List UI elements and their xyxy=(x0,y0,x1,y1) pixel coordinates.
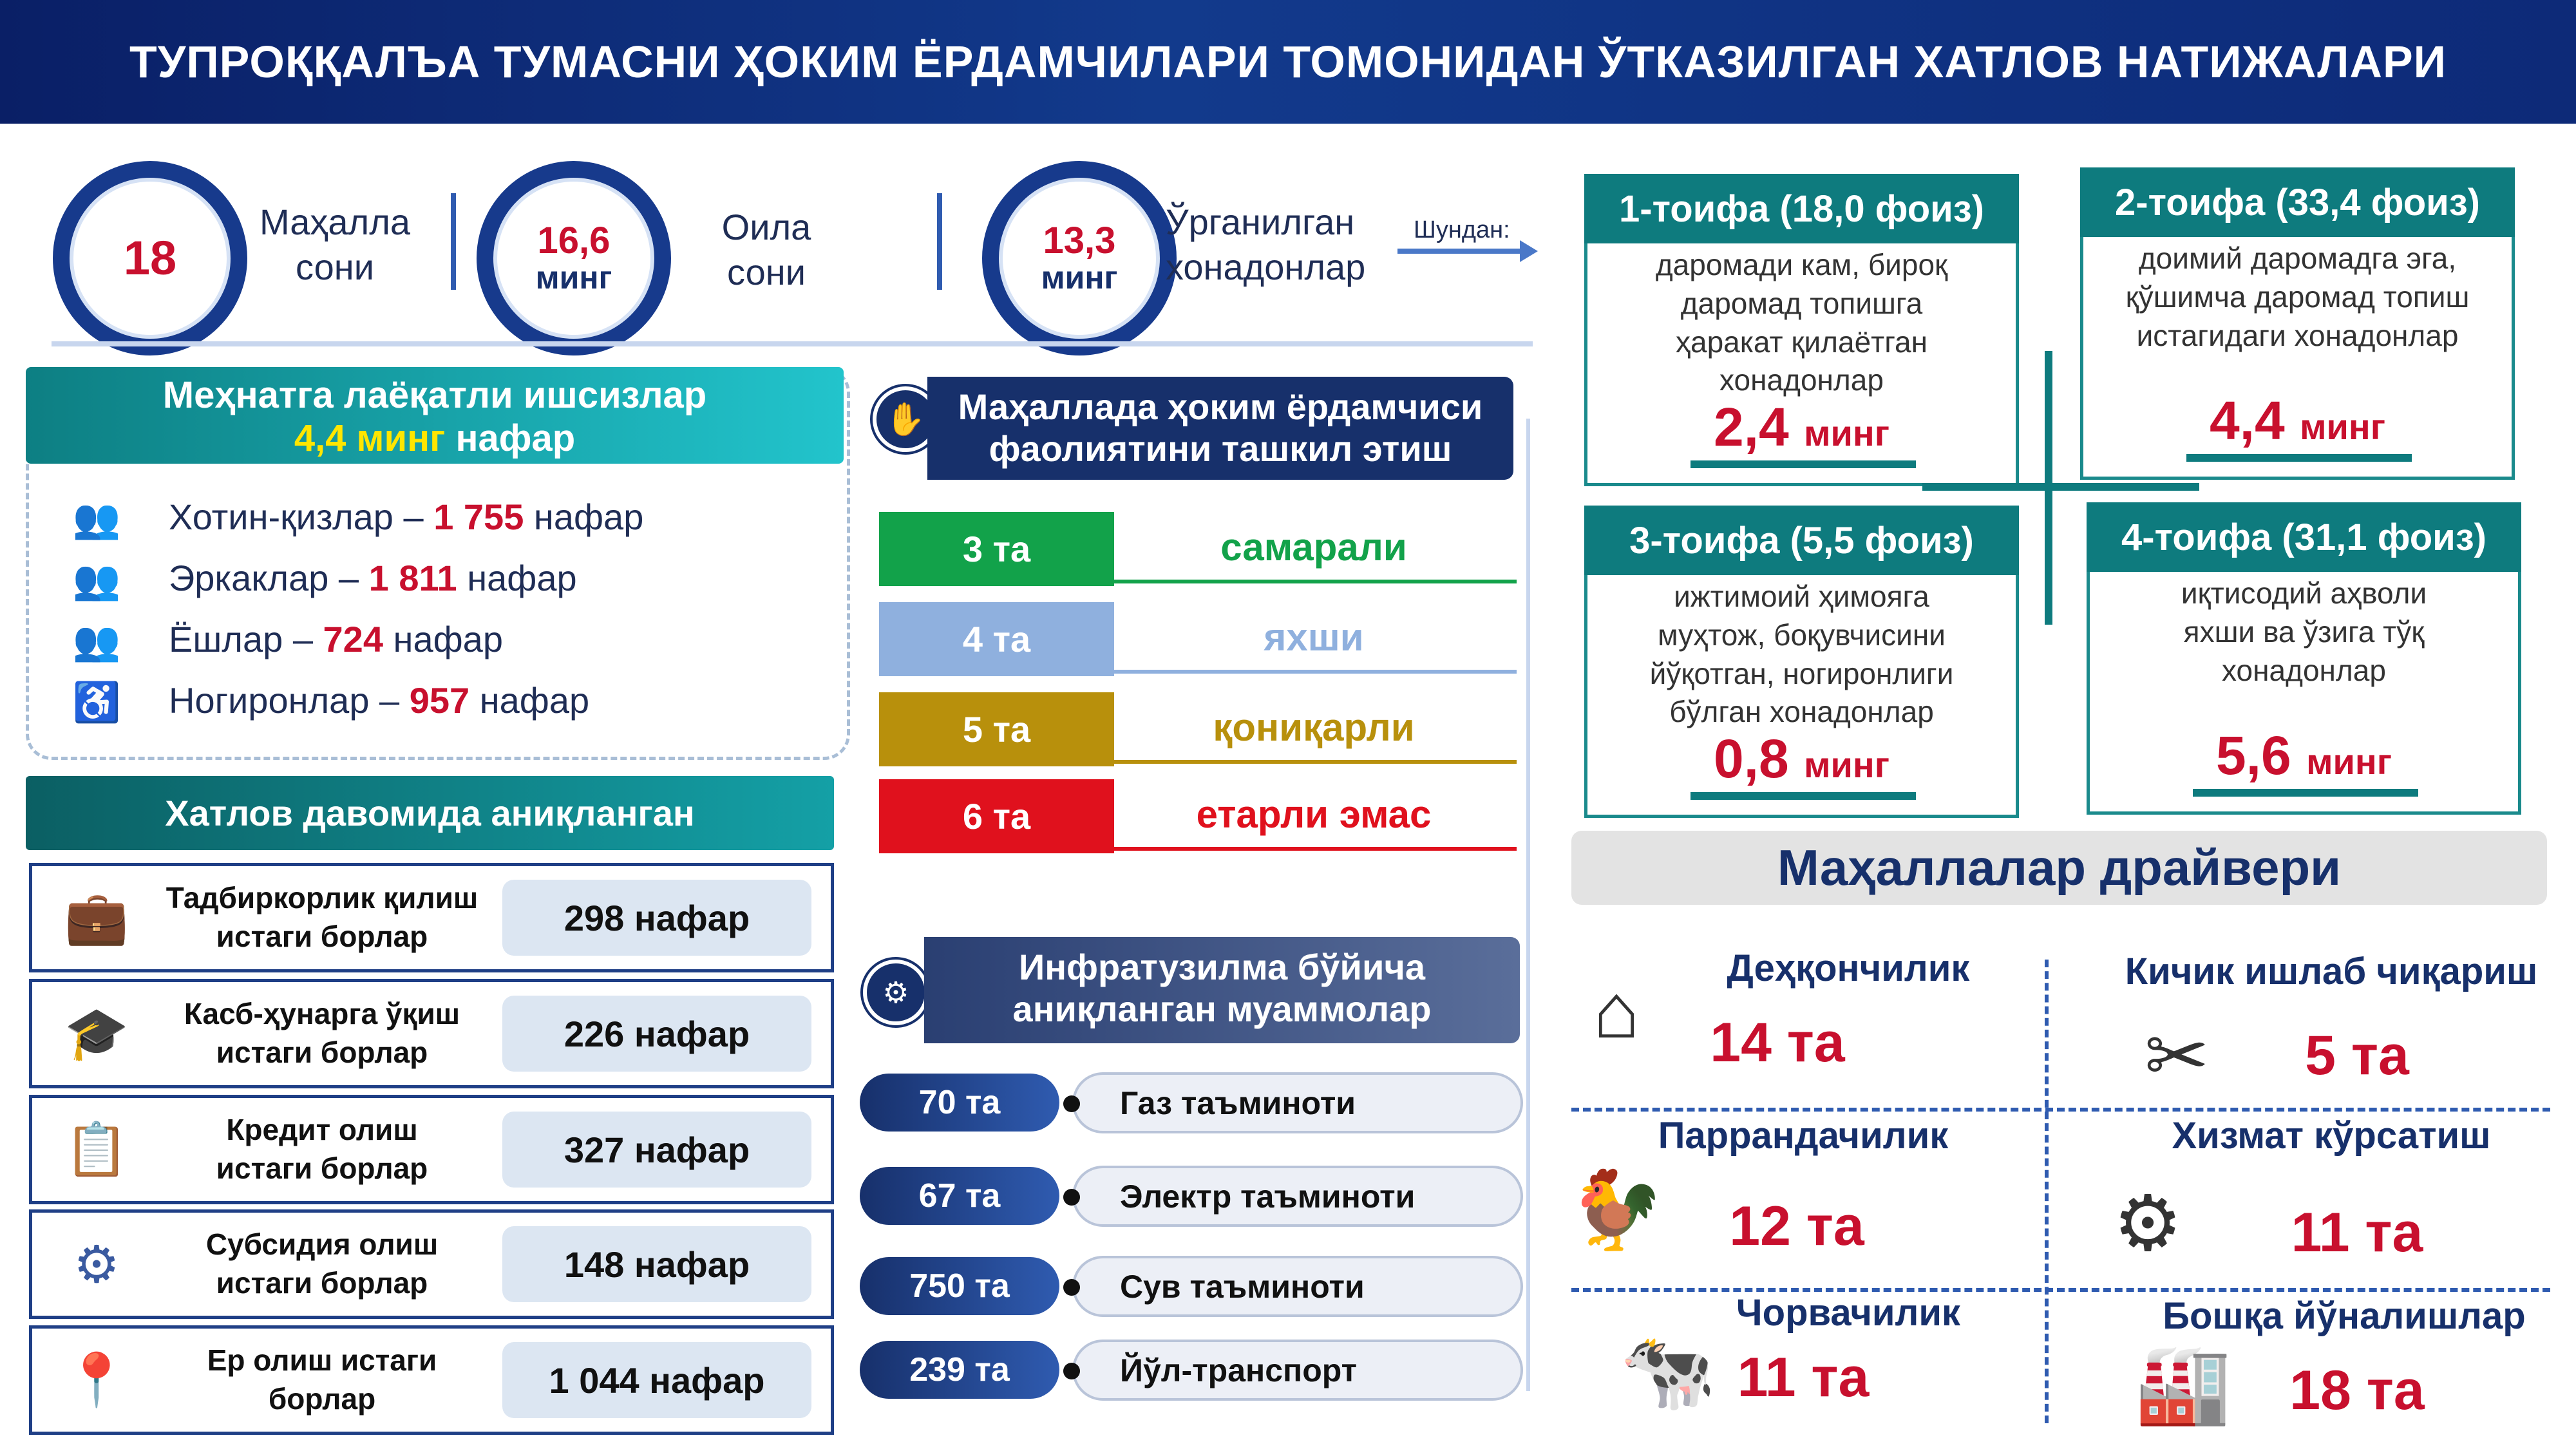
infra-issue-count-text: 70 та xyxy=(918,1084,1001,1121)
training-icon: 🎓 xyxy=(64,1005,129,1062)
top-divider xyxy=(52,341,1533,346)
driver-value xyxy=(2228,1201,2486,1265)
activity-count-block xyxy=(879,779,1114,853)
category-value-unit: минг xyxy=(2306,741,2392,782)
driver-value xyxy=(1649,1011,1906,1075)
unemployed-row-unit: нафар xyxy=(469,680,590,721)
identified-row-label-line2: истаги борлар xyxy=(216,1151,428,1185)
identified-row xyxy=(29,1095,834,1204)
activity-count: 5 та xyxy=(962,709,1031,750)
category-title-tab xyxy=(2080,167,2515,237)
unemployed-title: Меҳнатга лаёқатли ишсизлар xyxy=(162,374,707,416)
factory-robot-icon: 🏭 xyxy=(2135,1341,2231,1427)
activity-count-block xyxy=(879,602,1114,676)
handshake-icon: ✋ xyxy=(873,386,938,452)
identified-row-value xyxy=(502,1342,811,1418)
drivers-divider-h1 xyxy=(1571,1108,2550,1112)
category-value-number: 5,6 xyxy=(2215,725,2291,786)
identified-row-value xyxy=(502,996,811,1072)
category-underline xyxy=(2193,789,2418,797)
connector-dot xyxy=(1063,1095,1080,1112)
activity-rating-text: етарли эмас xyxy=(1196,793,1432,836)
households-count-label xyxy=(1166,200,1385,290)
activity-underline xyxy=(1114,580,1517,583)
families-count-value: 16,6 xyxy=(537,220,611,262)
identified-title-bar xyxy=(26,776,834,850)
category-description-line: хонадонлар xyxy=(1719,363,1884,397)
identified-row-label-line2: истаги борлар xyxy=(216,920,428,953)
driver-name xyxy=(1687,947,2009,990)
identified-row-label-line1: Субсидия олиш xyxy=(205,1227,439,1262)
infra-title-bar xyxy=(924,937,1520,1043)
identified-row-label xyxy=(161,1111,483,1188)
driver-value-text: 14 та xyxy=(1710,1012,1845,1074)
identified-row-value-text: 1 044 нафар xyxy=(549,1359,765,1401)
activity-underline xyxy=(1114,670,1517,674)
men-group-icon: 👥 xyxy=(72,558,121,601)
infrastructure-icon: ⚙ xyxy=(863,960,929,1025)
families-count-circle xyxy=(477,161,671,355)
credit-icon: 📋 xyxy=(64,1121,129,1178)
infra-issue-count xyxy=(860,1341,1059,1399)
driver-value-text: 5 та xyxy=(2305,1025,2409,1086)
chicken-icon: 🐓 xyxy=(1568,1167,1665,1253)
youth-group-icon: 👥 xyxy=(72,619,121,663)
identified-row-label-line2: истаги борлар xyxy=(216,1266,428,1300)
infra-issue-text: Газ таъминоти xyxy=(1120,1084,1356,1121)
category-description xyxy=(2087,574,2521,690)
identified-row-label-line2: истаги борлар xyxy=(216,1036,428,1069)
connector-dot xyxy=(1063,1279,1080,1296)
unemployed-row-label: Ногиронлар – xyxy=(169,680,410,721)
infra-issue-label xyxy=(1072,1072,1523,1133)
unemployed-total-value: 4,4 минг xyxy=(294,417,446,459)
infra-issue-text: Сув таъминоти xyxy=(1120,1268,1365,1305)
category-description xyxy=(2080,240,2515,355)
unemployed-row-value: 957 xyxy=(409,680,470,721)
drivers-title-bar xyxy=(1571,831,2547,905)
category-underline xyxy=(1690,460,1916,468)
driver-value-text: 11 та xyxy=(1737,1347,1870,1408)
infra-title-line2: аниқланган муаммолар xyxy=(1012,989,1432,1029)
driver-name-text: Чорвачилик xyxy=(1736,1292,1961,1334)
greenhouse-icon: ⌂ xyxy=(1593,968,1640,1054)
households-count-value: 13,3 xyxy=(1043,220,1116,262)
of-which-label: Шундан: xyxy=(1414,216,1510,243)
category-description-line: қўшимча даромад топиш xyxy=(2125,279,2470,314)
households-count-circle xyxy=(982,161,1177,355)
identified-row xyxy=(29,863,834,972)
identified-row-value-text: 226 нафар xyxy=(564,1013,750,1054)
identified-row-label xyxy=(161,995,483,1072)
driver-name-text: Хизмат кўрсатиш xyxy=(2172,1115,2491,1157)
category-description-line: ижтимоий ҳимояга xyxy=(1674,580,1929,613)
activity-count-block xyxy=(879,692,1114,766)
category-value xyxy=(1584,396,2019,459)
driver-name xyxy=(2106,950,2557,993)
infra-issue-count-text: 750 та xyxy=(909,1267,1010,1305)
activity-rating-label xyxy=(1114,792,1513,837)
category-description-line: муҳтож, боқувчисини xyxy=(1658,618,1946,652)
activity-rating-text: самарали xyxy=(1220,526,1407,569)
category-description-line: иқтисодий аҳволи xyxy=(2181,576,2427,610)
services-icon: ⚙ xyxy=(2113,1180,2183,1267)
category-description-line: яхши ва ўзига тўқ xyxy=(2183,614,2425,649)
activity-underline xyxy=(1114,760,1517,764)
unemployed-row-unit: нафар xyxy=(383,619,503,659)
unemployed-row-label: Ёшлар – xyxy=(169,619,323,659)
identified-row xyxy=(29,979,834,1088)
driver-value-text: 11 та xyxy=(2291,1202,2423,1264)
page-header xyxy=(0,0,2576,124)
column-divider xyxy=(1526,419,1530,1391)
unemployed-row-value: 1 755 xyxy=(433,497,524,537)
driver-name-text: Бошқа йўналишлар xyxy=(2163,1295,2526,1337)
stat-divider xyxy=(937,193,942,290)
identified-row-label-line1: Ер олиш истаги xyxy=(207,1343,437,1378)
activity-count-block xyxy=(879,512,1114,586)
driver-value xyxy=(1668,1195,1926,1258)
unemployed-row-value: 1 811 xyxy=(368,558,457,598)
drivers-title: Маҳаллалар драйвери xyxy=(1777,839,2342,896)
identified-row-value xyxy=(502,1226,811,1302)
women-group-icon: 👥 xyxy=(72,497,121,540)
infra-issue-count xyxy=(860,1074,1059,1132)
infra-issue-label xyxy=(1072,1166,1523,1227)
mahalla-count-label xyxy=(245,200,425,290)
identified-row-value-text: 327 нафар xyxy=(564,1129,750,1170)
category-description-line: даромад топишга xyxy=(1680,286,1923,320)
unemployed-row-label: Эркаклар – xyxy=(169,558,369,598)
category-description-line: истагидаги хонадонлар xyxy=(2136,318,2459,352)
activity-rating-label xyxy=(1114,525,1513,569)
households-label-line1: Ўрганилган xyxy=(1166,202,1355,242)
driver-name xyxy=(2106,1114,2557,1157)
driver-value-text: 12 та xyxy=(1729,1195,1864,1257)
category-description xyxy=(1584,246,2019,400)
families-count-label xyxy=(683,205,850,295)
mahalla-count-circle xyxy=(53,161,247,355)
infra-title-line1: Инфратузилма бўйича xyxy=(1018,947,1426,987)
identified-row-value xyxy=(502,880,811,956)
category-title: 1-тоифа (18,0 фоиз) xyxy=(1619,187,1984,230)
category-description-line: бўлган хонадонлар xyxy=(1669,695,1934,729)
infra-issue-text: Электр таъминоти xyxy=(1120,1178,1416,1215)
infra-issue-label xyxy=(1072,1256,1523,1317)
activity-rating-text: қониқарли xyxy=(1213,706,1415,749)
category-title: 3-тоифа (5,5 фоиз) xyxy=(1629,519,1974,562)
sewing-machine-icon: ✂ xyxy=(2144,1012,2210,1099)
activity-count: 3 та xyxy=(962,529,1031,569)
identified-row xyxy=(29,1325,834,1435)
unemployed-row xyxy=(169,496,813,538)
activity-title-line2: фаолиятини ташкил этиш xyxy=(989,428,1452,469)
identified-row-label xyxy=(161,879,483,956)
category-value xyxy=(2087,724,2521,787)
identified-row-label-line1: Касб-ҳунарга ўқиш xyxy=(184,997,460,1031)
cross-vertical xyxy=(2045,351,2052,625)
families-count-unit: минг xyxy=(535,260,612,296)
driver-name-text: Паррандачилик xyxy=(1658,1115,1949,1157)
households-count-unit: минг xyxy=(1041,260,1118,296)
driver-value xyxy=(1674,1346,1932,1410)
category-value xyxy=(2080,390,2515,452)
unemployed-row-label: Хотин-қизлар – xyxy=(169,497,434,537)
unemployed-title-bar xyxy=(26,367,844,464)
category-description-line: хонадонлар xyxy=(2222,653,2386,687)
mahalla-count-value: 18 xyxy=(123,231,177,285)
identified-row-label xyxy=(161,1226,483,1303)
arrow-right-icon xyxy=(1397,235,1539,267)
category-value xyxy=(1584,728,2019,790)
cow-icon: 🐄 xyxy=(1620,1328,1716,1414)
activity-count: 4 та xyxy=(962,619,1031,659)
driver-name xyxy=(1687,1291,2009,1334)
cross-horizontal xyxy=(1922,483,2199,491)
activity-rating-text: яхши xyxy=(1264,616,1364,659)
activity-rating-label xyxy=(1114,705,1513,750)
drivers-divider-v xyxy=(2045,960,2049,1423)
category-value-unit: минг xyxy=(1804,413,1890,453)
infra-issue-label xyxy=(1072,1340,1523,1401)
unemployed-row-value: 724 xyxy=(323,619,383,659)
unemployed-row xyxy=(169,557,813,599)
identified-row-value-text: 298 нафар xyxy=(564,897,750,938)
driver-value xyxy=(2228,1024,2486,1088)
category-description xyxy=(1584,578,2019,732)
activity-title-line1: Маҳаллада ҳоким ёрдамчиси xyxy=(958,386,1483,427)
category-title-tab xyxy=(1584,506,2019,575)
category-description-line: доимий даромадга эга, xyxy=(2138,242,2457,275)
driver-value xyxy=(2228,1359,2486,1423)
category-description-line: йўқотган, ногиронлиги xyxy=(1649,656,1954,690)
category-value-number: 2,4 xyxy=(1713,397,1789,457)
identified-title: Хатлов давомида аниқланган xyxy=(165,793,695,833)
infra-issue-count xyxy=(860,1257,1059,1315)
category-underline xyxy=(1690,792,1916,800)
unemployed-row xyxy=(169,679,813,721)
category-description-line: даромади кам, бироқ xyxy=(1655,248,1948,281)
identified-row-label-line1: Кредит олиш xyxy=(226,1113,418,1147)
infra-issue-count-text: 67 та xyxy=(918,1177,1001,1215)
driver-name-text: Деҳқончилик xyxy=(1727,947,1970,989)
activity-count: 6 та xyxy=(962,796,1031,837)
category-value-number: 4,4 xyxy=(2209,390,2285,451)
mahalla-label-line2: сони xyxy=(296,247,374,287)
unemployed-row xyxy=(169,618,813,660)
category-value-unit: минг xyxy=(1804,744,1890,785)
identified-row-label xyxy=(161,1341,483,1419)
infra-issue-count xyxy=(860,1167,1059,1225)
category-title: 2-тоифа (33,4 фоиз) xyxy=(2115,181,2480,223)
identified-row-value-text: 148 нафар xyxy=(564,1244,750,1285)
connector-dot xyxy=(1063,1363,1080,1379)
connector-dot xyxy=(1063,1189,1080,1206)
category-description-line: ҳаракат қилаётган xyxy=(1676,325,1927,359)
page-title: ТУПРОҚҚАЛЪА ТУМАСНИ ҲОКИМ ЁРДАМЧИЛАРИ ТОМОНИДАН ЎТКАЗИЛГАН ХАТЛОВ НАТИЖАЛАРИ xyxy=(129,37,2447,87)
driver-name xyxy=(2125,1294,2563,1338)
identified-row-label-line1: Тадбиркорлик қилиш xyxy=(166,881,478,915)
driver-name-text: Кичик ишлаб чиқариш xyxy=(2125,951,2538,992)
households-label-line2: хонадонлар xyxy=(1166,247,1366,287)
driver-name xyxy=(1636,1114,1971,1157)
identified-row xyxy=(29,1209,834,1319)
activity-rating-label xyxy=(1114,615,1513,659)
activity-underline xyxy=(1114,847,1517,851)
category-title-tab xyxy=(1584,174,2019,243)
identified-row-value xyxy=(502,1112,811,1188)
infra-issue-text: Йўл-транспорт xyxy=(1120,1352,1358,1388)
category-value-unit: минг xyxy=(2300,406,2386,447)
families-label-line1: Оила xyxy=(721,207,811,247)
driver-value-text: 18 та xyxy=(2289,1359,2425,1421)
category-title: 4-тоифа (31,1 фоиз) xyxy=(2121,516,2486,558)
families-label-line2: сони xyxy=(727,252,806,292)
category-title-tab xyxy=(2087,502,2521,572)
category-underline xyxy=(2186,454,2412,462)
stat-divider xyxy=(451,193,456,290)
unemployed-row-unit: нафар xyxy=(524,497,644,537)
mahalla-label-line1: Маҳалла xyxy=(259,202,411,242)
business-icon: 💼 xyxy=(64,889,129,946)
unemployed-total-unit: нафар xyxy=(455,417,576,459)
identified-row-label-line2: борлар xyxy=(268,1382,376,1416)
subsidy-icon: ⚙ xyxy=(73,1235,120,1293)
infra-issue-count-text: 239 та xyxy=(909,1351,1010,1388)
location-icon: 📍 xyxy=(64,1351,129,1408)
disabled-person-icon: ♿ xyxy=(72,680,121,724)
activity-title-bar xyxy=(927,377,1513,480)
unemployed-row-unit: нафар xyxy=(457,558,577,598)
category-value-number: 0,8 xyxy=(1713,728,1789,789)
